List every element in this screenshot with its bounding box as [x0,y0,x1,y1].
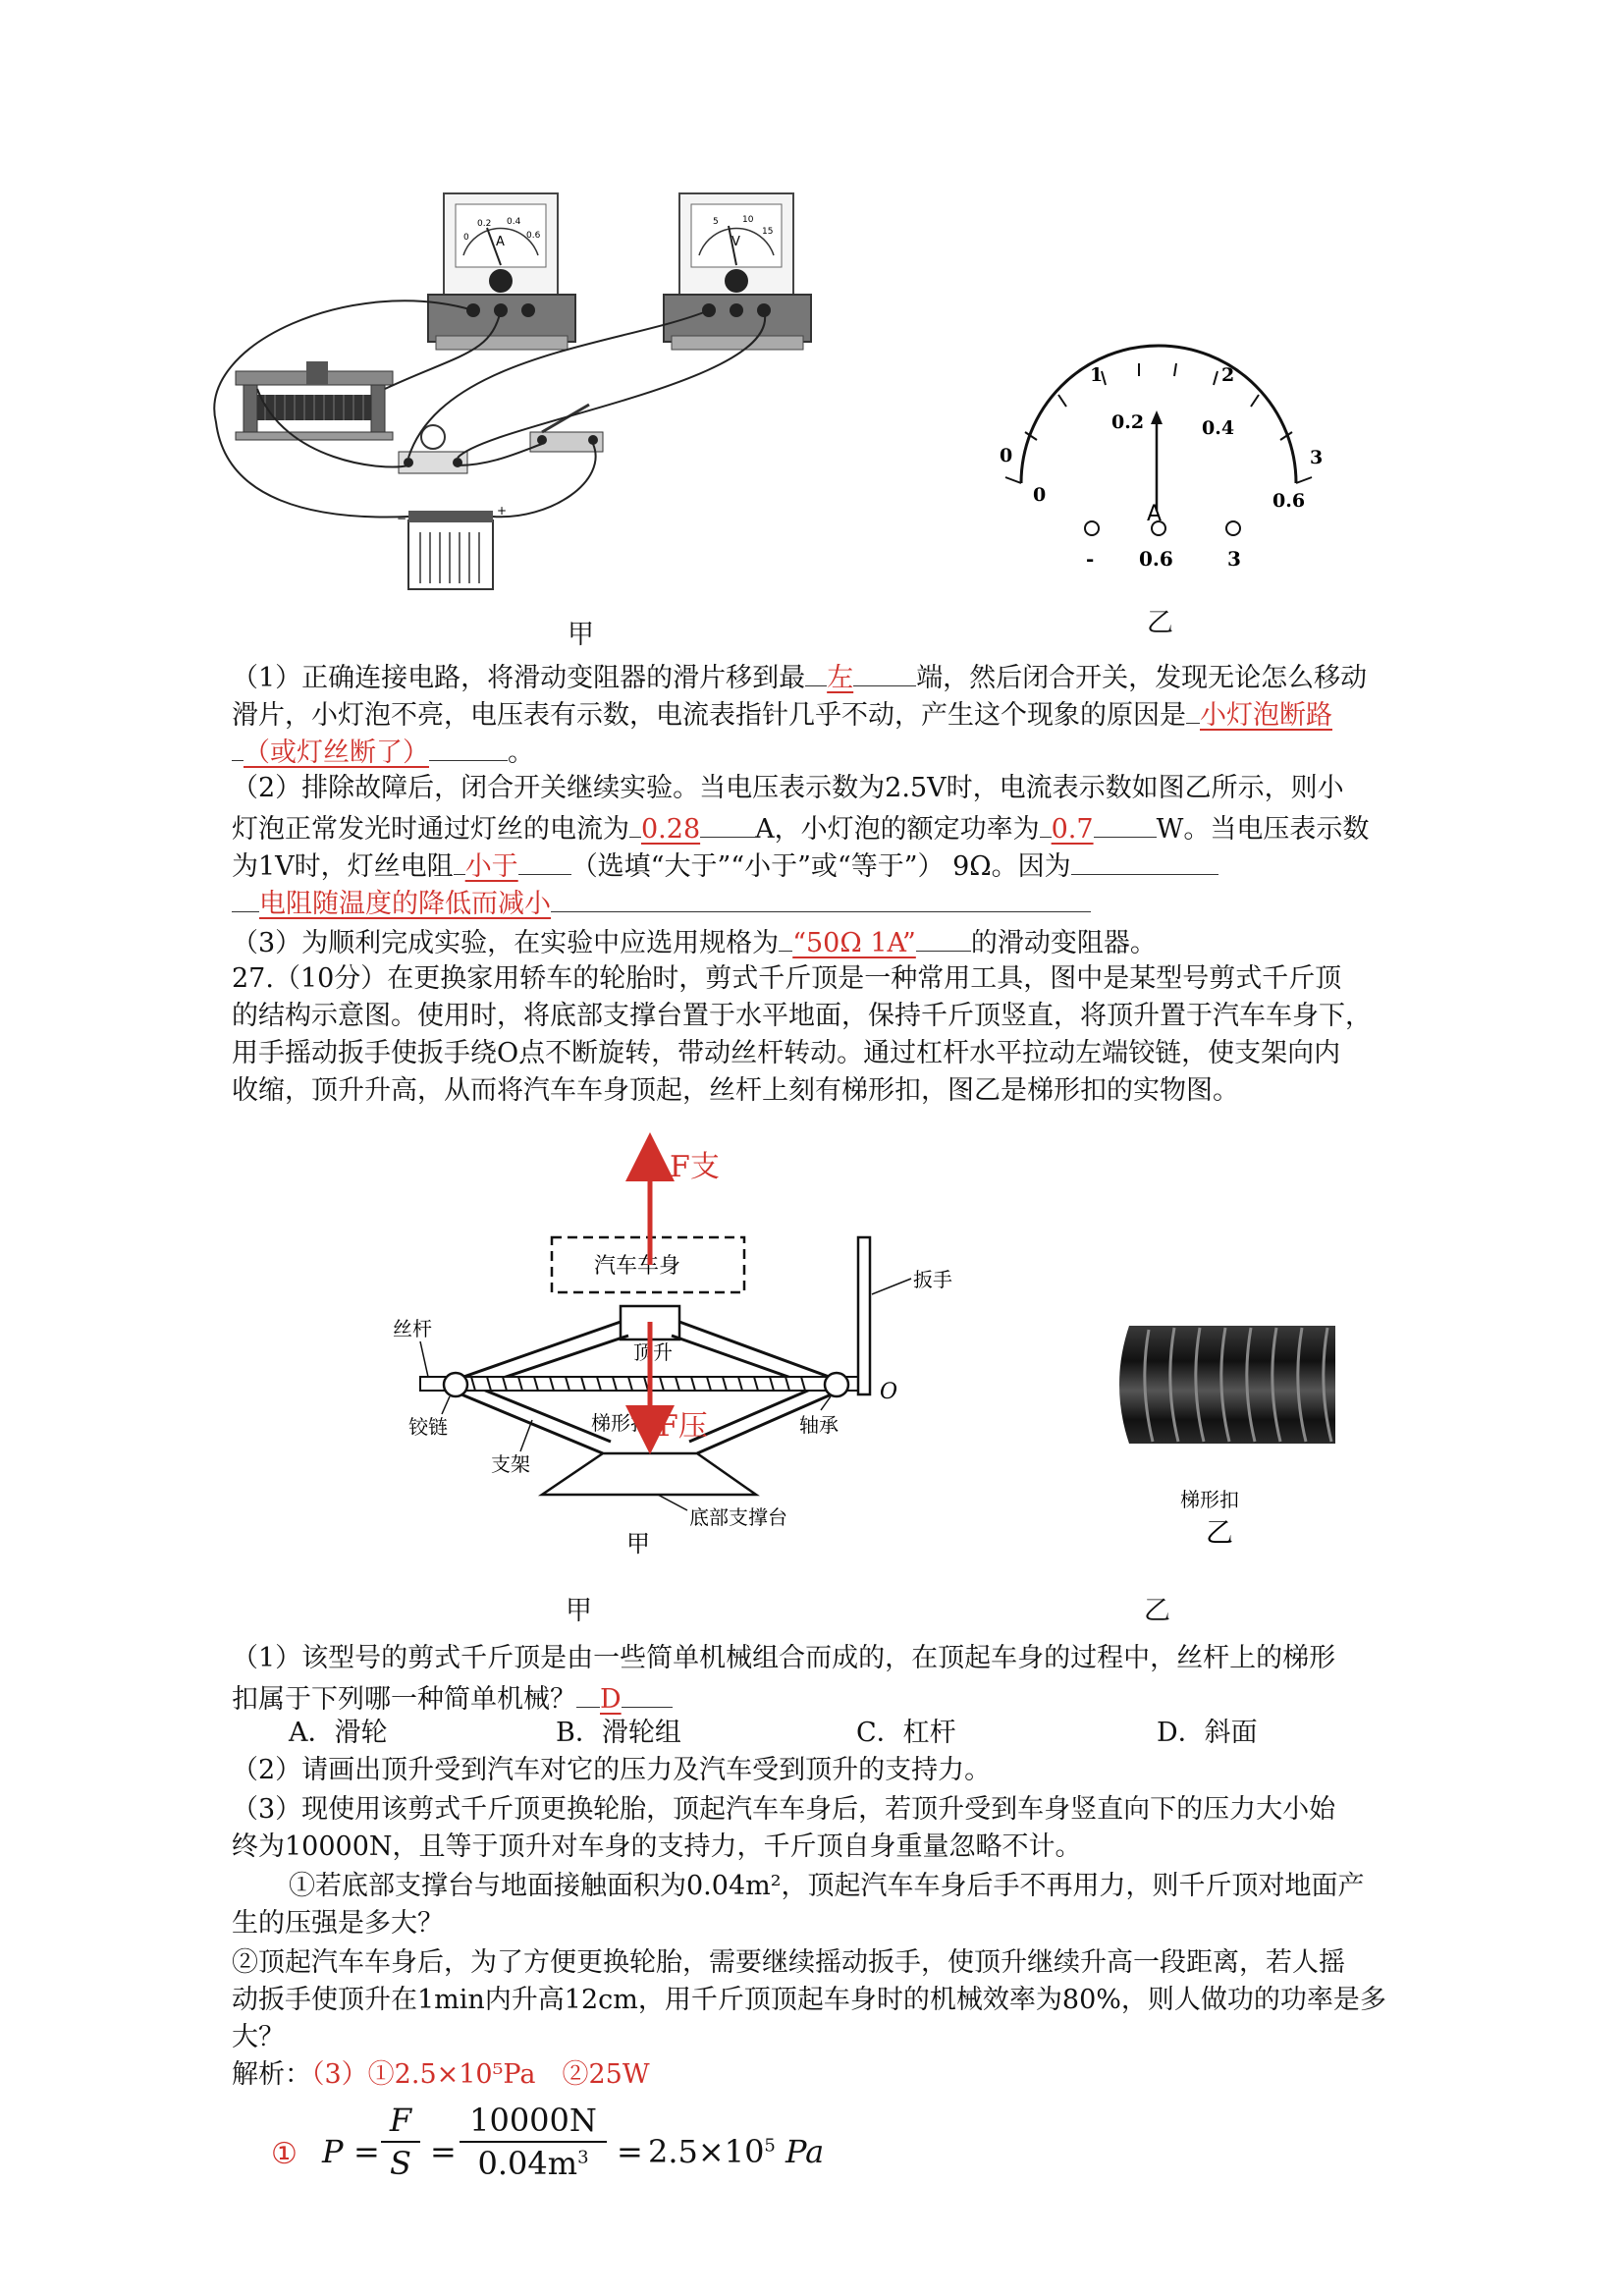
answer-fault-b: （或灯丝断了） [244,738,429,768]
dial-inner-2: 0.4 [1202,417,1235,439]
solution-formula: ① P = F S = 10000N $0.04m^3$ = $2.5\times 10^5$ Pa [271,2102,825,2182]
formula-den-exponent: 3 [577,2147,589,2168]
dial-outer-3: 3 [1310,447,1324,468]
ammeter-scale-2: 0.4 [507,217,521,227]
solution-line [232,2056,650,2094]
answer-simple-machine: D [600,1684,622,1715]
q27-p1-line1: （1）该型号的剪式千斤顶是由一些简单机械组合而成的，在顶起车身的过程中，丝杆上的梯形 [232,1643,1336,1673]
q27-intro-3: 用手摇动扳手使扳手绕O点不断旋转，带动丝杆转动。通过杠杆水平拉动左端铰链，使支架向内 [232,1038,1341,1068]
scissor-jack-figure [393,1139,952,1557]
label-lift: 顶升 [633,1340,673,1364]
ammeter-scale-1: 0.2 [477,219,492,229]
formula-num-value: 10000N [469,2102,597,2139]
circuit-figure [236,187,884,599]
formula-num-symbol: F [389,2102,412,2139]
answer-compare: 小于 [464,851,518,882]
formula-den-value: 0.04m [477,2145,578,2182]
label-bracket: 支架 [491,1452,530,1476]
q26-p1-line3: （或灯丝断了） 。 [232,731,534,772]
q27-intro-2: 的结构示意图。使用时，将底部支撑台置于水平地面，保持千斤顶竖直，将顶升置于汽车车身下， [232,1001,1372,1031]
label-handle: 扳手 [913,1268,952,1291]
formula-result: 2.5×10 [648,2133,765,2170]
label-thread-photo: 梯形扣 [1180,1488,1239,1511]
label-thread: 梯形扣 [591,1411,650,1435]
label-screw: 丝杆 [393,1317,432,1340]
formula-unit: Pa [785,2133,825,2170]
q27-p1-line2: 扣属于下列哪一种简单机械？ D [232,1677,673,1719]
terminal-06: 0.6 [1139,547,1173,571]
q26-p1-line1: （1）正确连接电路，将滑动变阻器的滑片移到最 左 端，然后闭合开关，发现无论怎么移动 [232,656,1367,697]
ammeter-dial-figure [982,363,1335,579]
thread-inner-caption: 乙 [1206,1516,1234,1549]
dial-inner-0: 0 [1033,484,1047,506]
label-point-o: O [880,1380,898,1404]
label-bearing: 轴承 [799,1413,839,1437]
label-force-support: F支 [670,1150,720,1184]
voltmeter-scale-2: 15 [762,227,774,237]
answer-fault-a: 小灯泡断路 [1200,700,1332,731]
option-b: B．滑轮组 [556,1718,681,1748]
label-car-body: 汽车车身 [594,1254,681,1279]
q26-p1-line2: 滑片，小灯泡不亮，电压表有示数，电流表指针几乎不动，产生这个现象的原因是 小灯泡断路 [232,693,1332,735]
jack-caption: 甲 [566,1596,592,1626]
q26-p3: （3）为顺利完成实验，在实验中应选用规格为 “50Ω 1A” 的滑动变阻器。 [232,921,1157,962]
label-force-press: F压 [658,1409,708,1444]
voltmeter-scale-1: 10 [742,215,754,225]
thread-caption: 乙 [1144,1596,1170,1626]
answer-rheostat-spec: “50Ω 1A” [792,928,916,958]
formula-result-exponent: 5 [764,2135,776,2157]
answer-current: 0.28 [641,814,701,845]
label-hinge: 铰链 [408,1415,448,1439]
q27-p2: （2）请画出顶升受到汽车对它的压力及汽车受到顶升的支持力。 [232,1755,992,1785]
ammeter-scale-0: 0 [463,233,469,243]
solution-label: 解析： [232,2059,311,2090]
terminal-3: 3 [1227,547,1241,571]
ammeter-face-label: A [496,235,505,249]
q27-p3-line2: 终为10000N，且等于顶升对车身的支持力，千斤顶自身重量忽略不计。 [232,1831,1082,1862]
q27-p3-s2-line3: 大？ [232,2022,285,2052]
dial-inner-1: 0.2 [1111,411,1145,433]
dial-inner-3: 0.6 [1272,490,1306,512]
voltmeter-face-label: V [731,235,740,249]
option-c: C．杠杆 [856,1718,956,1748]
q27-intro-1: 27.（10分）在更换家用轿车的轮胎时，剪式千斤顶是一种常用工具，图中是某型号剪式千斤顶 [232,963,1342,994]
answer-slider-end: 左 [827,663,854,693]
dial-outer-2: 2 [1221,364,1235,386]
svg-text:−: − [397,512,407,525]
q27-p3-s1-line1: ①若底部支撑台与地面接触面积为0.04m²，顶起汽车车身后手不再用力，则千斤顶对地面产 [289,1871,1365,1901]
rheostat-device [236,361,393,440]
formula-den-symbol: S [390,2145,411,2182]
svg-text:+: + [497,504,508,518]
voltmeter-device [664,193,811,350]
jack-inner-caption: 甲 [626,1530,650,1557]
q27-p3-s2-line2: 动扳手使顶升在1min内升高12cm，用千斤顶顶起车身时的机械效率为80%，则人做功的功率是多 [232,1985,1386,2015]
dial-outer-1: 1 [1090,364,1104,386]
thread-photo-figure [1110,1306,1355,1552]
q27-p3-s2-line1: ②顶起汽车车身后，为了方便更换轮胎，需要继续摇动扳手，使顶升继续升高一段距离，若人摇 [232,1947,1345,1978]
q26-p2-line3: 为1V时，灯丝电阻 小于 （选填“大于”“小于”或“等于”） 9Ω。因为 [232,845,1218,886]
ammeter-caption: 乙 [1147,608,1173,638]
label-base: 底部支撑台 [689,1505,787,1529]
battery-device [397,504,507,589]
answer-reason: 电阻随温度的降低而减小 [259,889,551,919]
q27-p3-s1-line2: 生的压强是多大？ [232,1908,444,1939]
lamp-device [399,425,467,473]
option-a: A．滑轮 [289,1718,388,1748]
q27-intro-4: 收缩，顶升升高，从而将汽车车身顶起，丝杆上刻有梯形扣，图乙是梯形扣的实物图。 [232,1075,1239,1106]
q26-p2-line1: （2）排除故障后，闭合开关继续实验。当电压表示数为2.5V时，电流表示数如图乙所示，则小 [232,773,1344,803]
q26-p2-line2: 灯泡正常发光时通过灯丝的电流为 0.28 A，小灯泡的额定功率为 0.7 W。当电压表示数 [232,807,1369,848]
ammeter-device [428,193,575,350]
dial-outer-0: 0 [1000,445,1013,466]
voltmeter-scale-0: 5 [713,217,719,227]
terminal-minus: - [1086,547,1095,571]
option-d: D．斜面 [1157,1718,1258,1748]
q27-p3-line1: （3）现使用该剪式千斤顶更换轮胎，顶起汽车车身后，若顶升受到车身竖直向下的压力大小始 [232,1794,1336,1825]
circuit-caption: 甲 [568,620,594,650]
q26-p2-line4 [232,882,1091,923]
solution-answer: （3）①2.5×10⁵Pa ②25W [311,2059,650,2090]
answer-power: 0.7 [1051,814,1094,845]
dial-face-label: A [1147,502,1163,526]
formula-step-number: ① [271,2137,298,2171]
ammeter-scale-3: 0.6 [526,231,541,241]
formula-lhs: P [322,2133,344,2170]
